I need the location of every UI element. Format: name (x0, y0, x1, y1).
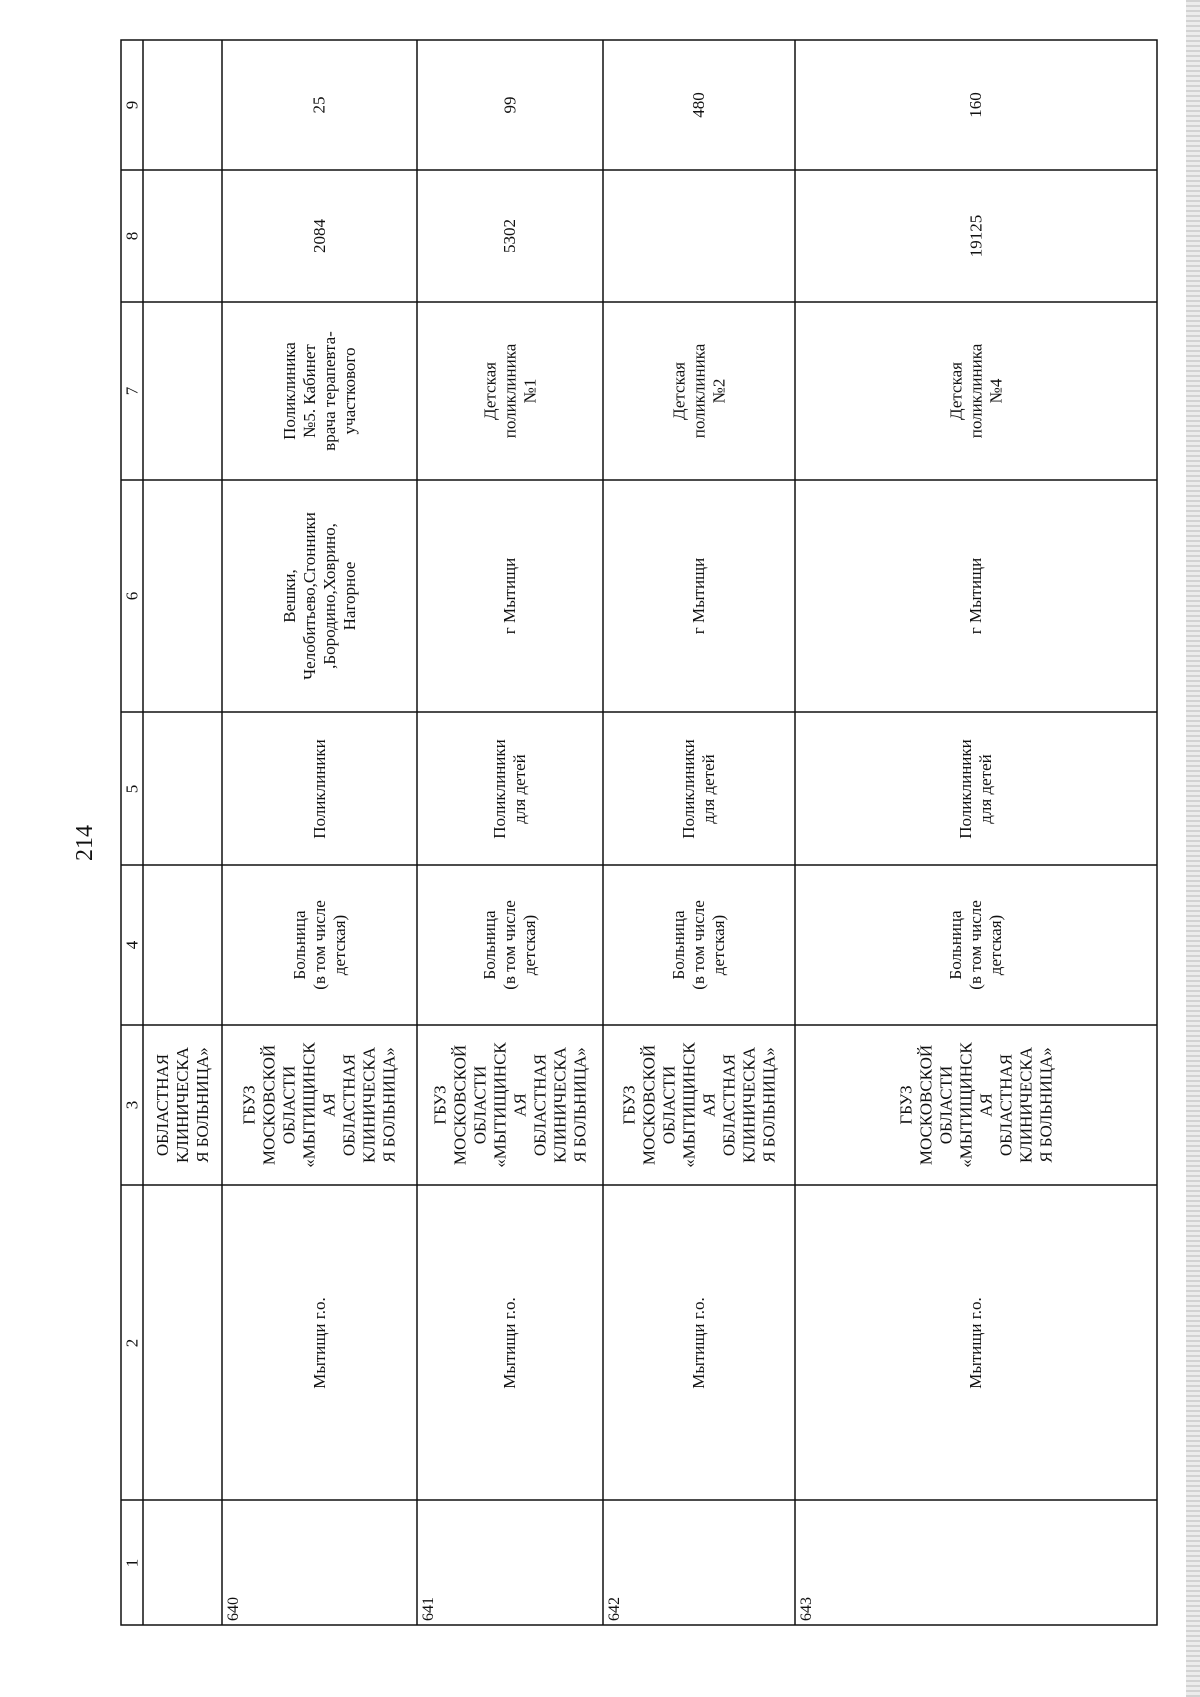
column-number: 2 (121, 1338, 141, 1347)
cell-area: г Мытищи (500, 557, 520, 635)
cell-col9: 99 (500, 96, 519, 114)
column-number: 7 (121, 386, 141, 396)
cell-col9: 25 (309, 96, 329, 114)
cell-subdivision: Детская поликлиника №4 (945, 343, 1005, 439)
cell-col8: 19125 (965, 214, 985, 258)
cell-unit: Поликлиники для детей (489, 738, 529, 839)
column-number: 8 (121, 231, 141, 241)
row-number: 643 (798, 1597, 815, 1621)
grid-outer (121, 40, 1157, 1625)
cell-region: Мытищи г.о. (688, 1296, 708, 1389)
cell-area: Вешки, Челобитьево,Сгонники ,Бородино,Ховрино, Нагорное (279, 512, 359, 680)
cell-area: г Мытищи (966, 557, 986, 635)
cell-region: Мытищи г.о. (499, 1296, 519, 1389)
row-number: 641 (420, 1597, 437, 1621)
cell-org: ГБУЗ МОСКОВСКОЙ ОБЛАСТИ «МЫТИЩИНСК АЯ ОБЛАСТНАЯ КЛИНИЧЕСКА Я БОЛЬНИЦА» (619, 1042, 779, 1168)
cell-region: Мытищи г.о. (309, 1296, 329, 1389)
column-number: 9 (121, 100, 141, 110)
page-number: 214 (72, 825, 98, 861)
cell-unit: Поликлиники для детей (678, 738, 718, 839)
cell-type: Больница (в том числе детская) (668, 900, 728, 990)
cell-col8: 2084 (309, 219, 329, 253)
cell-col8: 5302 (500, 219, 519, 253)
cell-col9: 160 (965, 92, 985, 118)
continuation-col3: ОБЛАСТНАЯ КЛИНИЧЕСКА Я БОЛЬНИЦА» (152, 1046, 212, 1164)
cell-region: Мытищи г.о. (965, 1296, 985, 1389)
cell-unit: Поликлиники (309, 738, 329, 839)
cell-org: ГБУЗ МОСКОВСКОЙ ОБЛАСТИ «МЫТИЩИНСК АЯ ОБЛАСТНАЯ КЛИНИЧЕСКА Я БОЛЬНИЦА» (430, 1042, 590, 1168)
column-number: 5 (121, 784, 141, 793)
cell-type: Больница (в том числе детская) (479, 900, 539, 990)
column-number: 6 (121, 591, 141, 601)
column-number: 3 (121, 1100, 141, 1110)
row-number: 642 (606, 1597, 623, 1621)
cell-col9: 480 (688, 92, 708, 118)
cell-org: ГБУЗ МОСКОВСКОЙ ОБЛАСТИ «МЫТИЩИНСК АЯ ОБЛАСТНАЯ КЛИНИЧЕСКА Я БОЛЬНИЦА» (239, 1042, 399, 1168)
cell-type: Больница (в том числе детская) (289, 900, 349, 990)
column-number: 4 (121, 940, 141, 950)
cell-area: г Мытищи (689, 557, 709, 635)
cell-subdivision: Поликлиника №5. Кабинет врача терапевта- участкового (279, 331, 359, 451)
cell-type: Больница (в том числе детская) (945, 900, 1005, 990)
column-number: 1 (121, 1558, 141, 1567)
cell-subdivision: Детская поликлиника №2 (668, 343, 728, 439)
cell-unit: Поликлиники для детей (955, 738, 995, 839)
cell-org: ГБУЗ МОСКОВСКОЙ ОБЛАСТИ «МЫТИЩИНСК АЯ ОБЛАСТНАЯ КЛИНИЧЕСКА Я БОЛЬНИЦА» (896, 1042, 1056, 1168)
cell-subdivision: Детская поликлиника №1 (479, 343, 539, 439)
row-number: 640 (225, 1597, 242, 1621)
